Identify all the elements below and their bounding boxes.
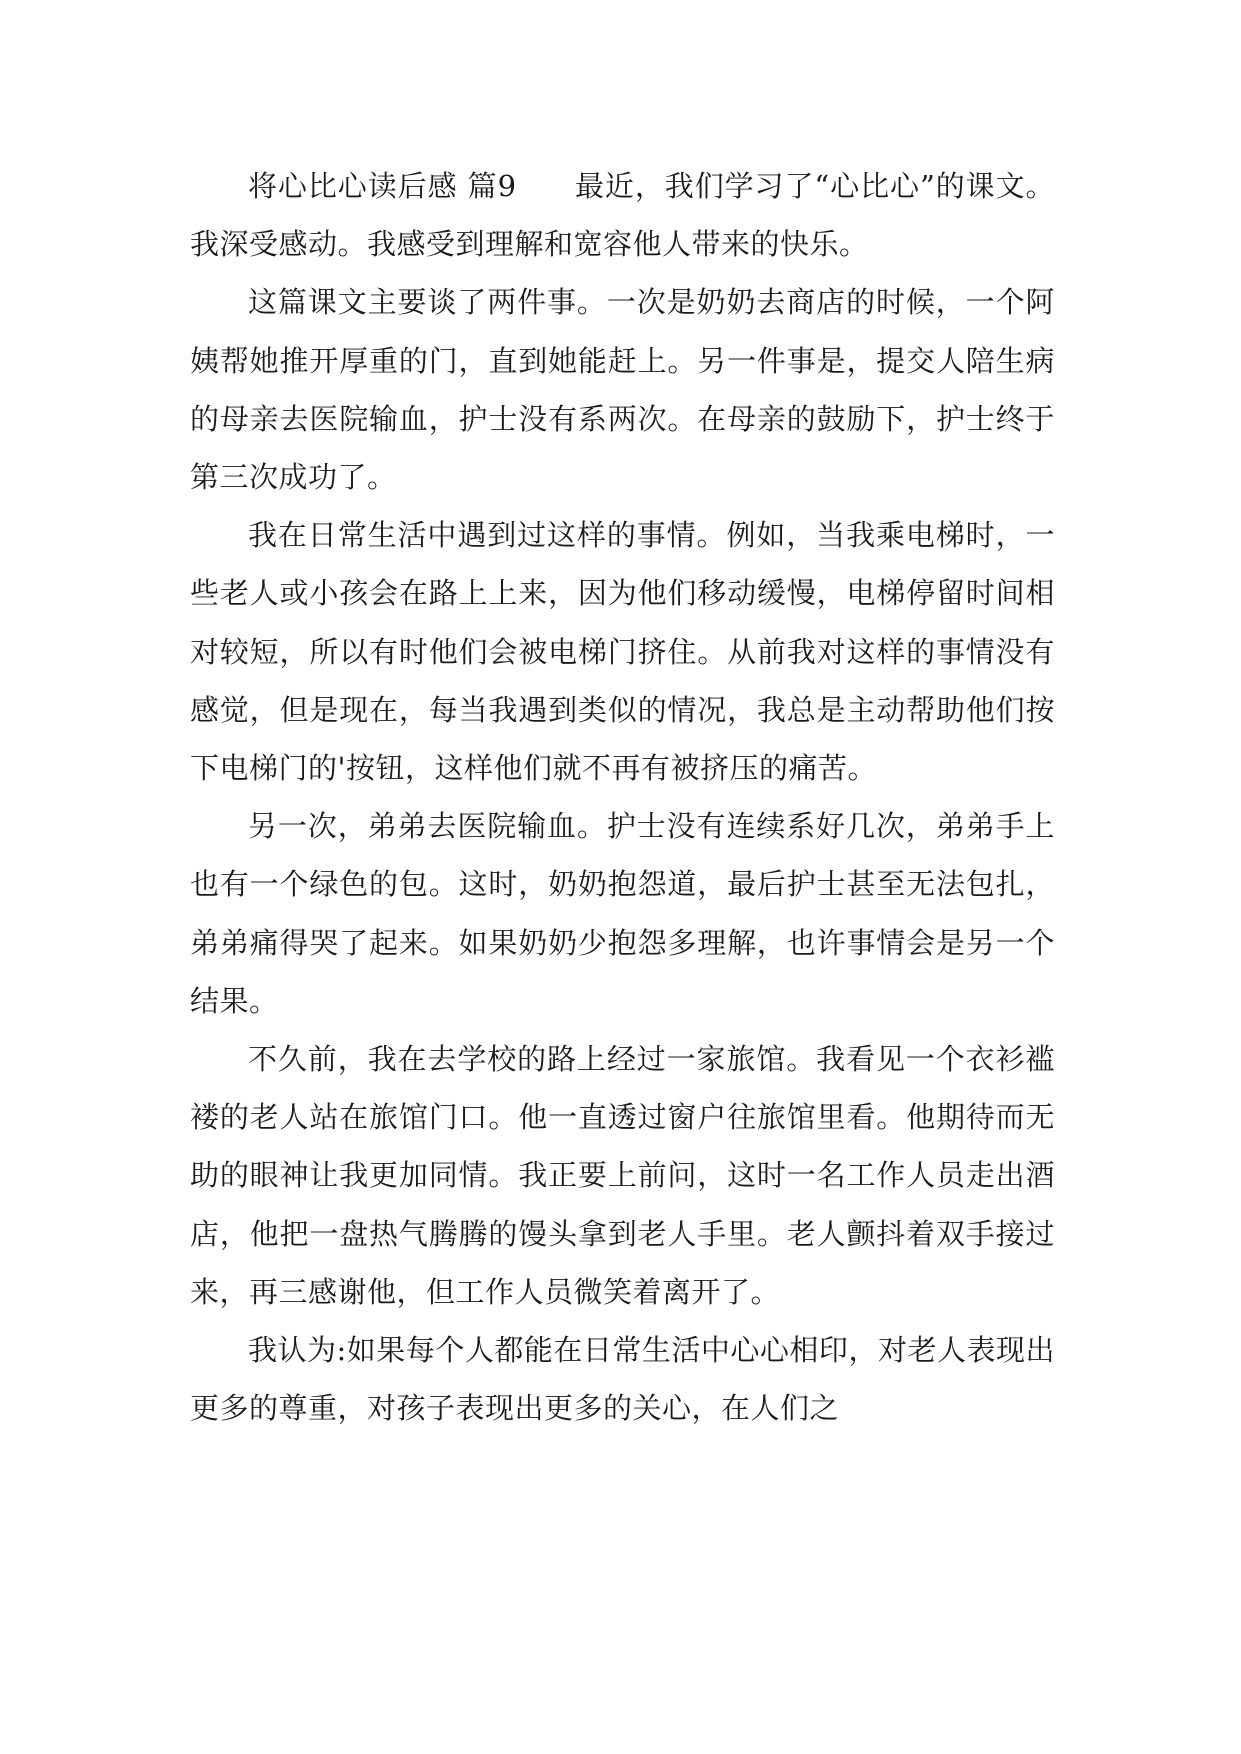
first-paragraph [190,157,1055,273]
document-body [190,157,1055,1437]
paragraph-1: 最近，我们学习了“心比心”的课文。我深受感动。我感受到理解和宽容他人带来的快乐。 [190,169,1056,262]
paragraph-6: 我认为:如果每个人都能在日常生活中心心相印，对老人表现出更多的尊重，对孩子表现出更多的关心，在人们之 [190,1333,1055,1426]
paragraph-4: 另一次，弟弟去医院输血。护士没有连续系好几次，弟弟手上也有一个绿色的包。这时，奶奶抱怨道，最后护士甚至无法包扎，弟弟痛得哭了起来。如果奶奶少抱怨多理解，也许事情会是另一个结果。 [190,809,1055,1018]
essay-heading: 将心比心读后感 篇9 [248,169,517,203]
paragraph-2: 这篇课文主要谈了两件事。一次是奶奶去商店的时候，一个阿姨帮她推开厚重的门，直到她能赶上。另一件事是，提交人陪生病的母亲去医院输血，护士没有系两次。在母亲的鼓励下，护士终于第三次成功了。 [190,285,1055,495]
paragraph-5: 不久前，我在去学校的路上经过一家旅馆。我看见一个衣衫褴褛的老人站在旅馆门口。他一直透过窗户往旅馆里看。他期待而无助的眼神让我更加同情。我正要上前问，这时一名工作人员走出酒店，他把一盘热气腾腾的馒头拿到老人手里。老人颤抖着双手接过来，再三感谢他，但工作人员微笑着离开了。 [190,1042,1055,1309]
paragraph-3: 我在日常生活中遇到过这样的事情。例如，当我乘电梯时，一些老人或小孩会在路上上来，因为他们移动缓慢，电梯停留时间相对较短，所以有时他们会被电梯门挤住。从前我对这样的事情没有感觉，但是现在，每当我遇到类似的情况，我总是主动帮助他们按下电梯门的'按钮，这样他们就不再有被挤压的痛苦。 [190,518,1055,786]
